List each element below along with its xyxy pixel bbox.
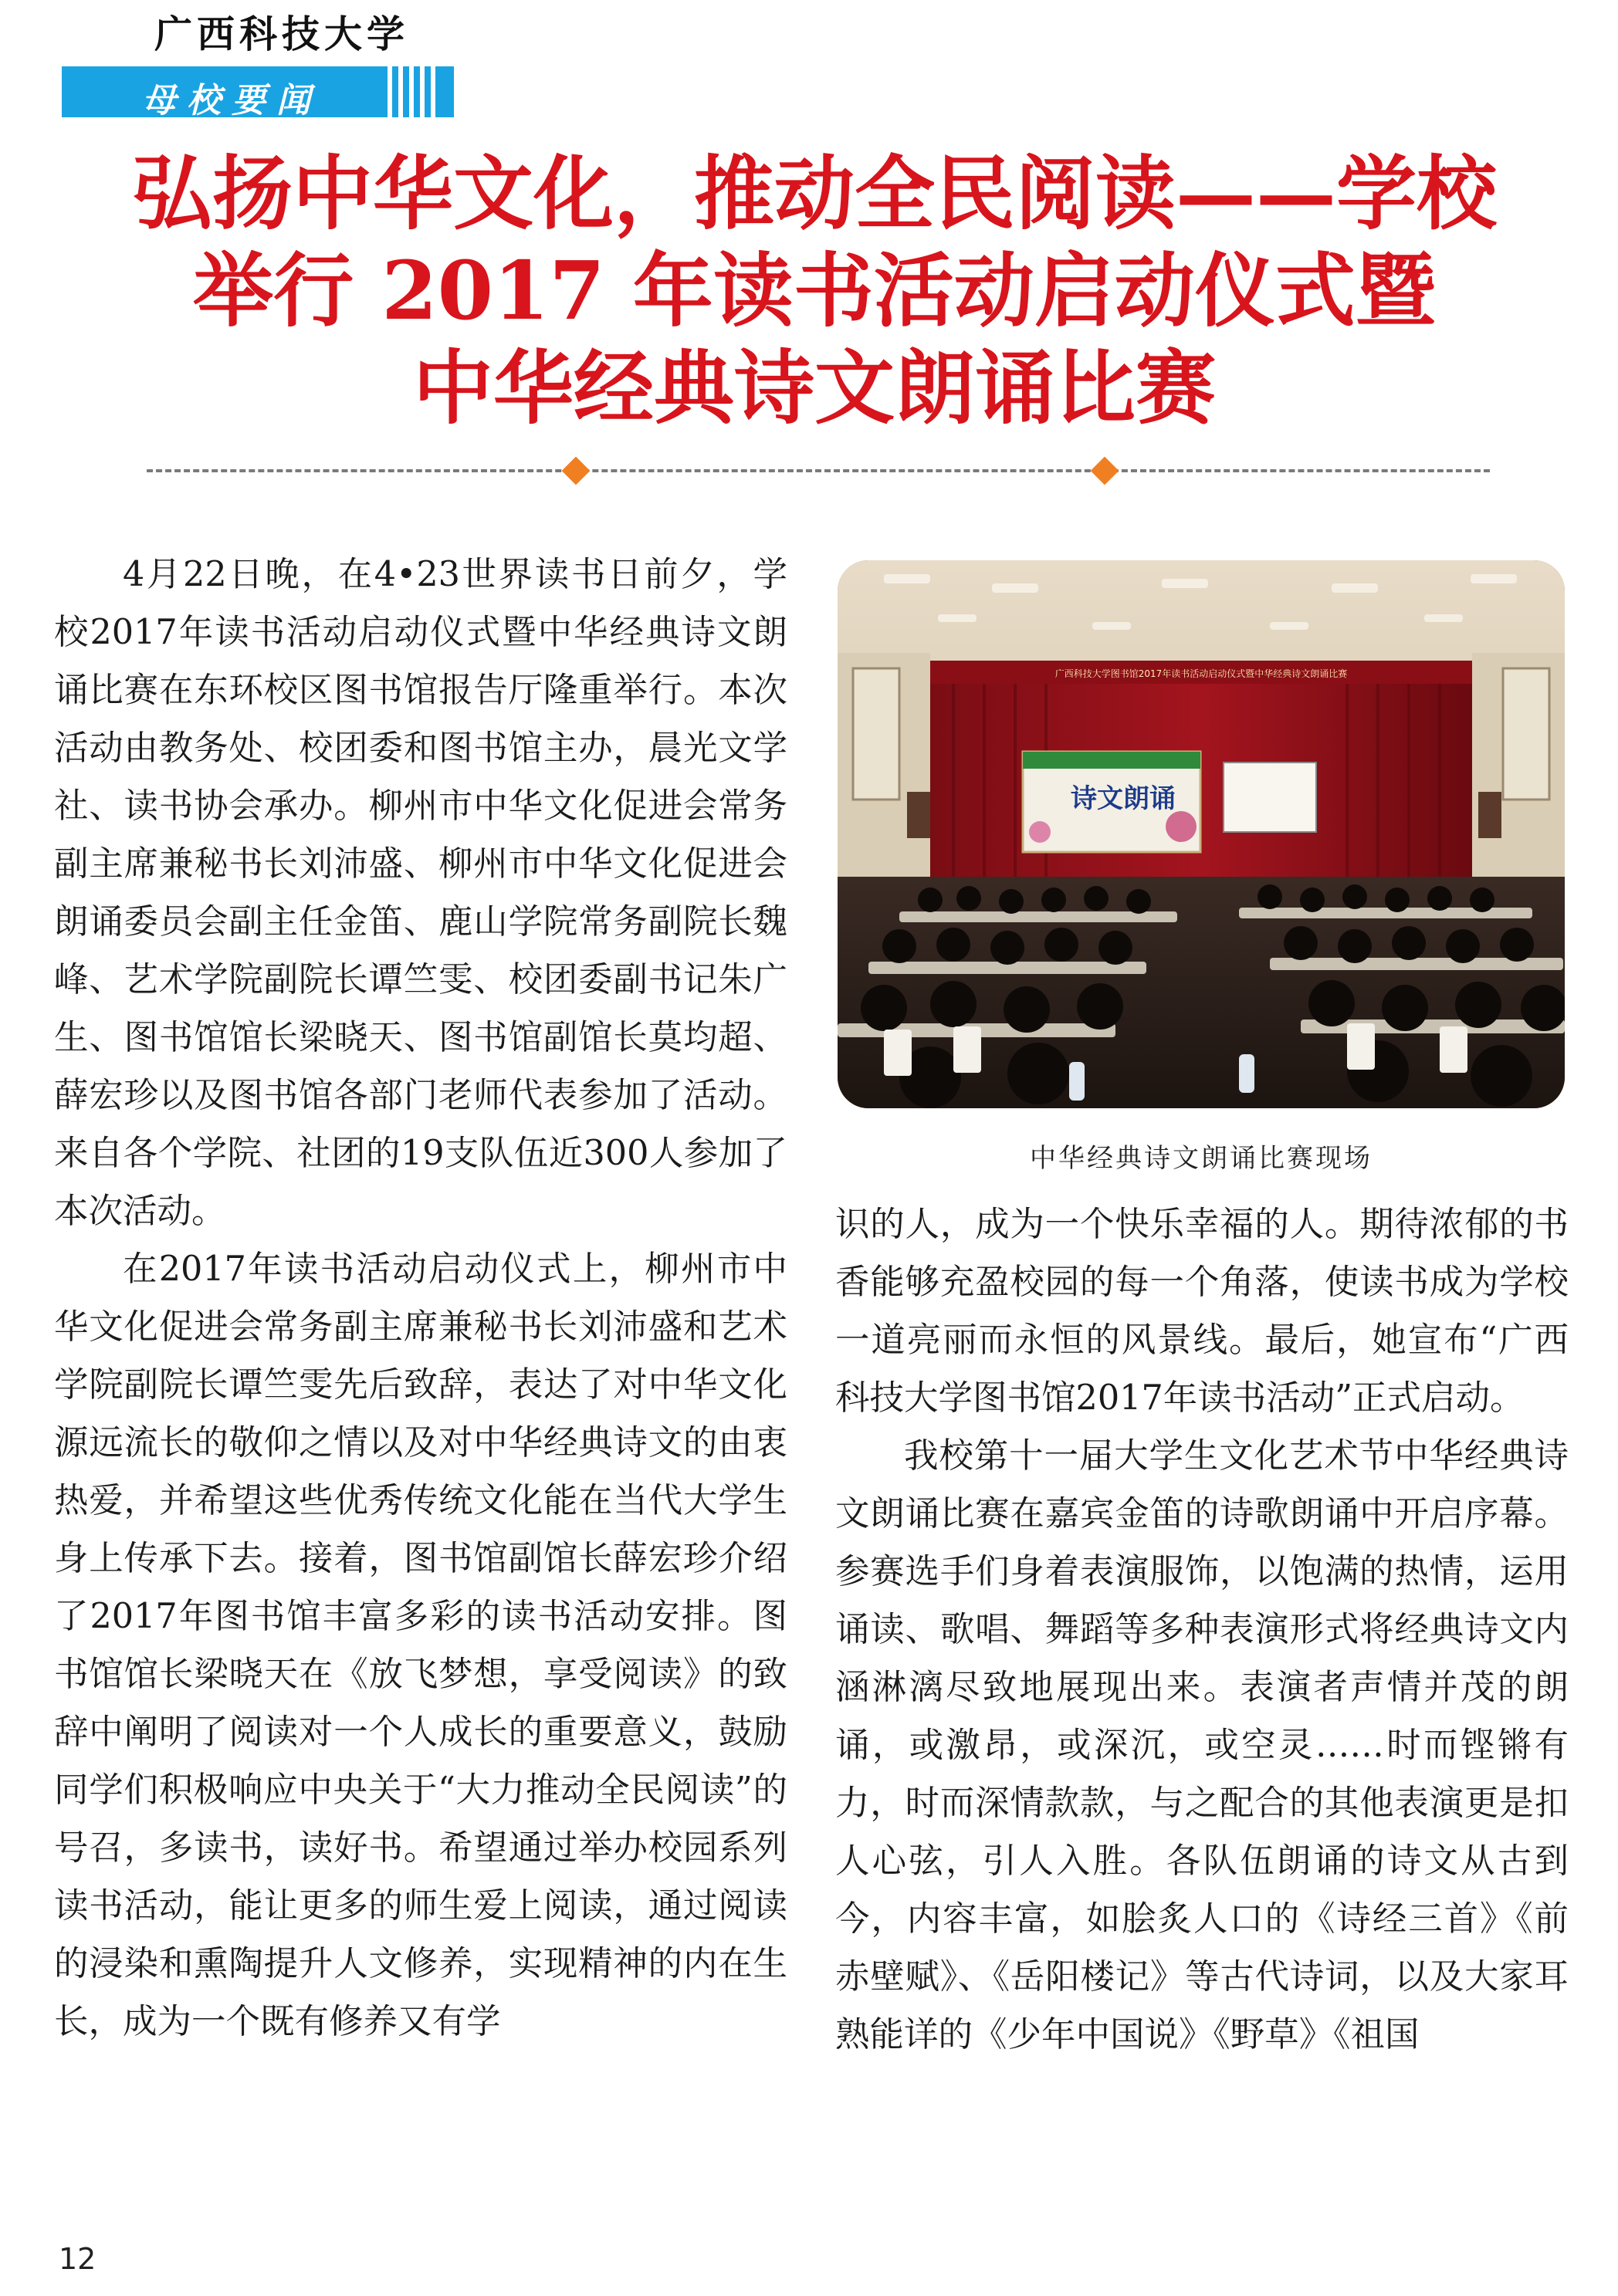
divider-diamond-right [1091,457,1119,485]
section-stripes [388,66,437,117]
photo-banner-text: 广西科技大学图书馆2017年读书活动启动仪式暨中华经典诗文朗诵比赛 [1054,668,1348,679]
school-name: 广西科技大学 [154,12,410,56]
headline-divider [147,469,1490,472]
article-headline [69,145,1559,437]
headline-line-2: 举行 2017 年读书活动启动仪式暨 [193,243,1436,338]
event-photo-illustration [838,560,1565,1108]
headline-line-1: 弘扬中华文化，推动全民阅读——学校 [131,146,1497,241]
page-number: 12 [59,2242,96,2276]
headline-line-3: 中华经典诗文朗诵比赛 [412,340,1216,435]
photo-caption: 中华经典诗文朗诵比赛现场 [1030,1143,1373,1174]
article-paragraph: 4月22日晚，在4•23世界读书日前夕，学校2017年读书活动启动仪式暨中华经典诗文朗诵比赛在东环校区图书馆报告厅隆重举行。本次活动由教务处、校团委和图书馆主办，晨光文学社、读书协会承办。柳州市中华文化促进会常务副主席兼秘书长刘沛盛、柳州市中华文化促进会朗诵委员会副主任金笛、鹿山学院常务副院长魏峰、艺术学院副院长谭竺雯、校团委副书记朱广生、图书馆馆长梁晓天、图书馆副馆长莫均超、薛宏珍以及图书馆各部门老师代表参加了活动。来自各个学院、社团的19支队伍近300人参加了本次活动。 [54,555,787,1231]
article-paragraph: 在2017年读书活动启动仪式上，柳州市中华文化促进会常务副主席兼秘书长刘沛盛和艺术学院副院长谭竺雯先后致辞，表达了对中华文化源远流长的敬仰之情以及对中华经典诗文的由衷热爱，并希望这些优秀传统文化能在当代大学生身上传承下去。接着，图书馆副馆长薛宏珍介绍了2017年图书馆丰富多彩的读书活动安排。图书馆馆长梁晓天在《放飞梦想，享受阅读》的致辞中阐明了阅读对一个人成长的重要意义，鼓励同学们积极响应中央关于“大力推动全民阅读”的号召，多读书，读好书。希望通过举办校园系列读书活动，能让更多的师生爱上阅读，通过阅读的浸染和熏陶提升人文修养，实现精神的内在生长，成为一个既有修养又有学 [54,1249,787,2041]
photo-stage-text: 诗文朗诵 [1071,783,1176,814]
section-label: 母校要闻 [142,81,321,117]
article-column-right [835,1195,1569,2064]
article-paragraph-continued: 识的人，成为一个快乐幸福的人。期待浓郁的书香能够充盈校园的每一个角落，使读书成为学校一道亮丽而永恒的风景线。最后，她宣布“广西科技大学图书馆2017年读书活动”正式启动。 [835,1205,1569,1418]
section-tag [62,66,454,117]
article-paragraph: 我校第十一届大学生文化艺术节中华经典诗文朗诵比赛在嘉宾金笛的诗歌朗诵中开启序幕。参赛选手们身着表演服饰，以饱满的热情，运用诵读、歌唱、舞蹈等多种表演形式将经典诗文内涵淋漓尽致地展现出来。表演者声情并茂的朗诵，或激昂，或深沉，或空灵……时而铿锵有力，时而深情款款，与之配合的其他表演更是扣人心弦，引人入胜。各队伍朗诵的诗文从古到今，内容丰富，如脍炙人口的《诗经三首》《前赤壁赋》、《岳阳楼记》等古代诗词，以及大家耳熟能详的《少年中国说》《野草》《祖国 [835,1436,1569,2054]
article-column-left [54,546,787,2051]
event-photo [838,560,1565,1108]
divider-diamond-left [562,457,591,485]
